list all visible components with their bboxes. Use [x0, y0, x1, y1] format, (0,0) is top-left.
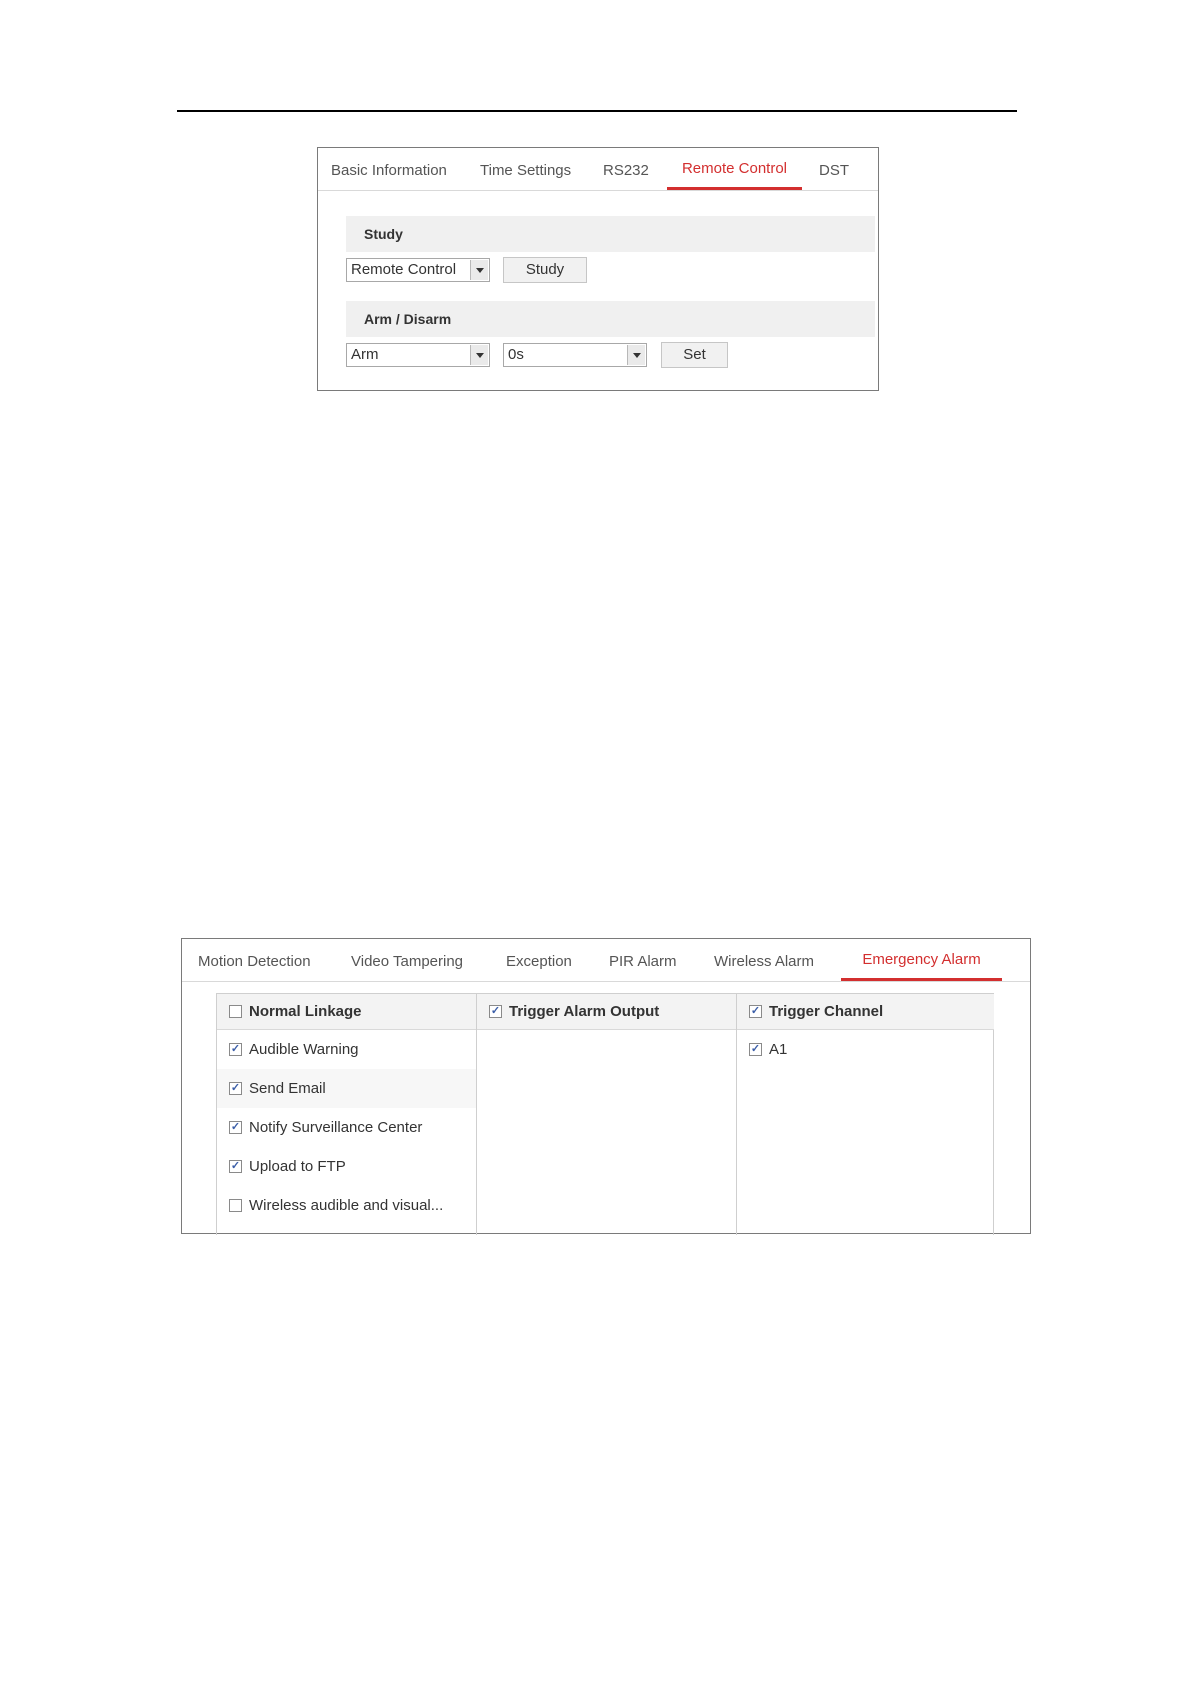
alarm-linkage-panel [181, 938, 1031, 1234]
trigger-alarm-output-column [476, 994, 737, 1235]
trigger-channel-heading[interactable] [737, 994, 994, 1030]
arm-delay-select-value: 0s [508, 346, 524, 363]
wireless-audible-visual-label: Wireless audible and visual... [249, 1197, 444, 1214]
tab-time-settings[interactable]: Time Settings [480, 162, 572, 179]
checkbox[interactable] [229, 1199, 242, 1212]
checkbox[interactable] [749, 1043, 762, 1056]
trigger-alarm-output-heading[interactable] [477, 994, 737, 1030]
arm-mode-select-value: Arm [351, 346, 379, 363]
study-section-heading: Study [346, 216, 875, 252]
checkbox[interactable] [229, 1160, 242, 1173]
checkbox[interactable] [229, 1121, 242, 1134]
checkbox[interactable] [229, 1043, 242, 1056]
remote-control-panel [317, 147, 879, 391]
page-header-rule [177, 110, 1017, 112]
trigger-channel-column [736, 994, 994, 1235]
tab-remote-control[interactable]: Remote Control [667, 148, 802, 190]
tab-video-tampering[interactable]: Video Tampering [351, 953, 464, 970]
list-item[interactable] [217, 1030, 476, 1069]
study-button[interactable]: Study [503, 257, 587, 283]
checkbox[interactable] [229, 1082, 242, 1095]
normal-linkage-label: Normal Linkage [249, 1003, 362, 1020]
tab-bar [318, 148, 878, 191]
tab-basic-information[interactable]: Basic Information [331, 162, 447, 179]
trigger-channel-label: Trigger Channel [769, 1003, 884, 1020]
list-item[interactable] [737, 1030, 994, 1069]
list-item[interactable] [217, 1069, 476, 1108]
checkbox[interactable] [489, 1005, 502, 1018]
checkbox[interactable] [749, 1005, 762, 1018]
tab-pir-alarm[interactable]: PIR Alarm [609, 953, 677, 970]
linkage-grid [216, 993, 994, 1235]
tab-rs232[interactable]: RS232 [603, 162, 649, 179]
tab-dst[interactable]: DST [819, 162, 849, 179]
tab-wireless-alarm[interactable]: Wireless Alarm [714, 953, 815, 970]
arm-mode-select[interactable] [346, 343, 490, 367]
channel-a1-label: A1 [769, 1041, 788, 1058]
chevron-down-icon[interactable] [627, 345, 645, 365]
set-button[interactable]: Set [661, 342, 728, 368]
tab-motion-detection[interactable]: Motion Detection [198, 953, 311, 970]
arm-delay-select[interactable] [503, 343, 647, 367]
chevron-down-icon[interactable] [470, 345, 488, 365]
normal-linkage-heading[interactable] [217, 994, 476, 1030]
list-item[interactable] [217, 1186, 476, 1225]
checkbox[interactable] [229, 1005, 242, 1018]
normal-linkage-column [217, 994, 476, 1235]
tab-exception[interactable]: Exception [506, 953, 572, 970]
notify-surveillance-center-label: Notify Surveillance Center [249, 1119, 423, 1136]
tab-bar [182, 939, 1030, 982]
tab-emergency-alarm[interactable]: Emergency Alarm [841, 939, 1002, 981]
arm-disarm-section-heading: Arm / Disarm [346, 301, 875, 337]
audible-warning-label: Audible Warning [249, 1041, 359, 1058]
list-item[interactable] [217, 1147, 476, 1186]
remote-control-select-value: Remote Control [351, 261, 457, 278]
upload-to-ftp-label: Upload to FTP [249, 1158, 346, 1175]
list-item[interactable] [217, 1108, 476, 1147]
remote-control-select[interactable] [346, 258, 490, 282]
send-email-label: Send Email [249, 1080, 326, 1097]
chevron-down-icon[interactable] [470, 260, 488, 280]
trigger-alarm-output-label: Trigger Alarm Output [509, 1003, 660, 1020]
